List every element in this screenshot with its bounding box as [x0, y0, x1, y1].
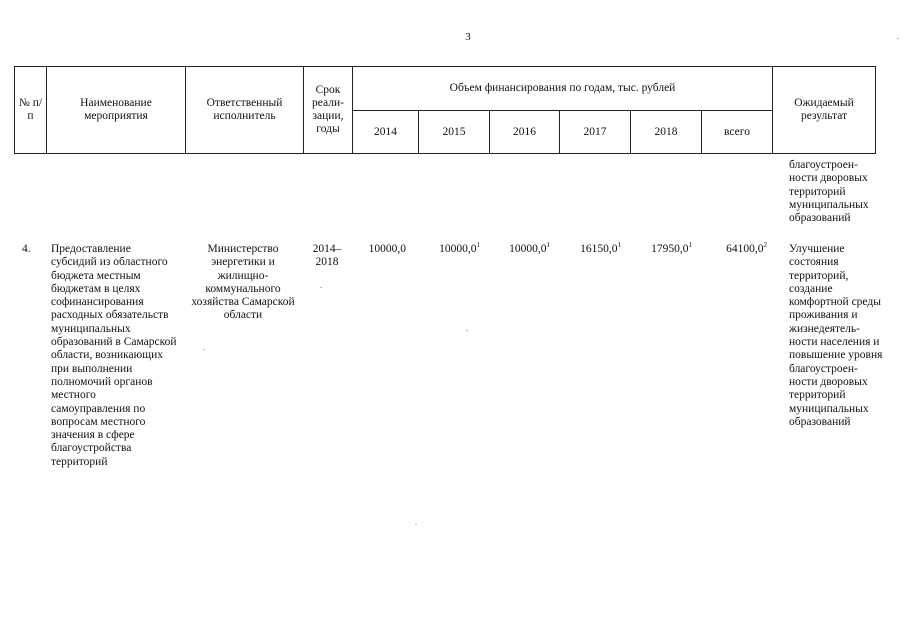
page-number: 3 — [465, 31, 471, 43]
header-year-2017: 2017 — [560, 111, 631, 154]
row-result: Улучшение состояния территорий, создание комфортной среды проживания и жизнедеятель- ности населения и повышение уровня благоустроен- ности дворовых территорий муниципальных образований — [789, 243, 883, 428]
footnote-mark: 1 — [546, 241, 550, 249]
header-year-2016: 2016 — [490, 111, 560, 154]
header-funding-title: Объем финансирования по годам, тыс. рублей — [353, 67, 773, 111]
row-name: Предоставление субсидий из областного бюджета местным бюджетам в целях софинансирования расходных обязательств муниципальных образований в Самарской области, возникающих при выполнении полномочий органов местного самоуправления по вопросам местного значения в сфере благоустройства территорий — [51, 243, 177, 468]
value-2016: 10000,0$^1$ — [509, 241, 550, 255]
header-year-2015: 2015 — [419, 111, 490, 154]
scan-speck — [897, 38, 899, 39]
row-executor: Министерство энергетики и жилищно- коммунального хозяйства Самарской области — [191, 243, 295, 322]
footnote-mark: 1 — [617, 241, 621, 249]
value-2018: 17950,0$^1$ — [651, 241, 692, 255]
carryover-result: благоустроен- ности дворовых территорий муниципальных образований — [789, 159, 869, 225]
header-term: Срок реали- зации, годы — [304, 67, 353, 154]
footnote-mark: 1 — [476, 241, 480, 249]
scan-speck — [466, 330, 468, 331]
value-total: 64100,0$^2$ — [726, 241, 767, 255]
header-total: всего — [702, 111, 773, 154]
header-executor: Ответственный исполнитель — [186, 67, 304, 154]
row-term: 2014– 2018 — [312, 243, 342, 269]
value-2015: 10000,0$^1$ — [439, 241, 480, 255]
scan-speck — [203, 349, 205, 350]
header-year-2014: 2014 — [353, 111, 419, 154]
header-result: Ожидаемый результат — [773, 67, 876, 154]
header-name: Наименование мероприятия — [47, 67, 186, 154]
scan-speck — [415, 524, 417, 525]
footnote-mark: 2 — [763, 241, 767, 249]
header-num: № п/п — [15, 67, 47, 154]
table-header — [14, 66, 876, 154]
header-year-2018: 2018 — [631, 111, 702, 154]
value-2017: 16150,0$^1$ — [580, 241, 621, 255]
scan-speck — [320, 287, 322, 288]
value-2014: 10000,0 — [368, 243, 406, 255]
footnote-mark: 1 — [688, 241, 692, 249]
row-num: 4. — [22, 243, 31, 255]
